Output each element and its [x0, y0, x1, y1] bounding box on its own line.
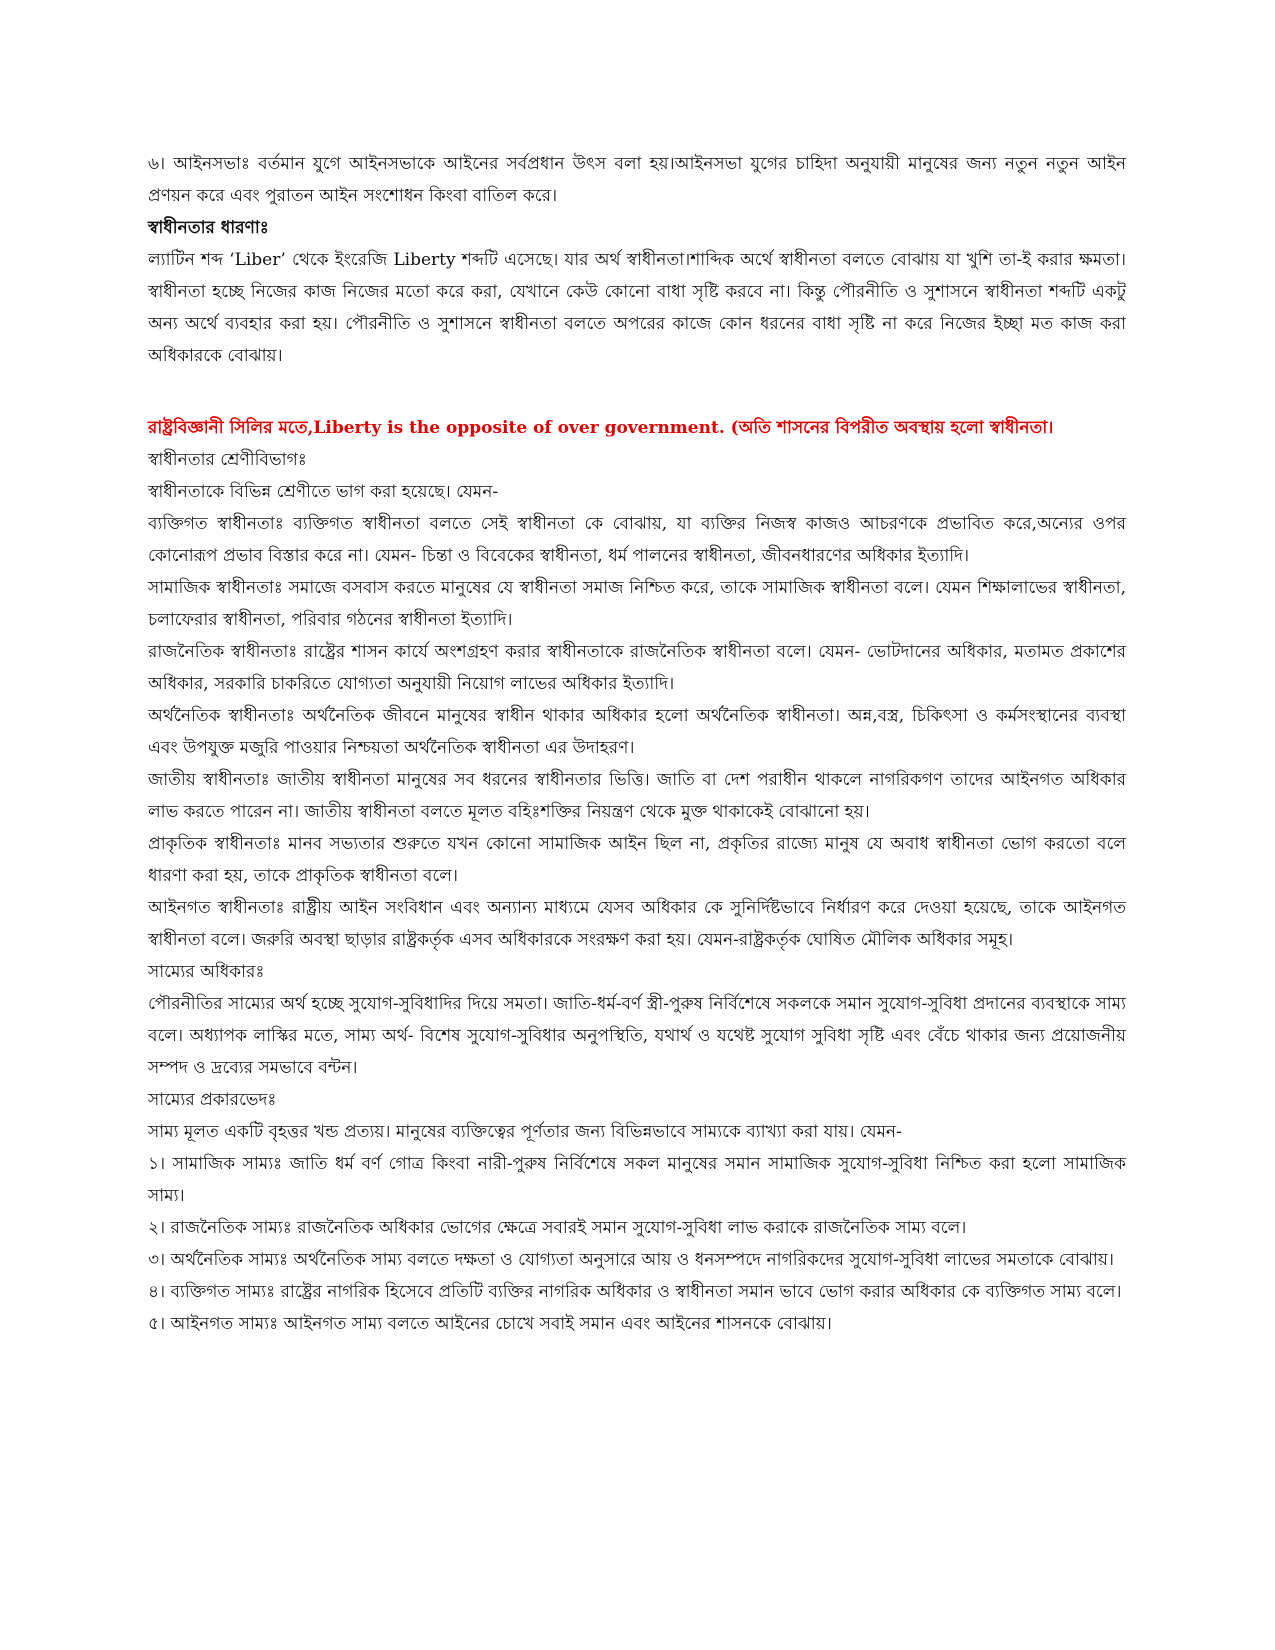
list-item-social-equality: ১। সামাজিক সাম্যঃ জাতি ধর্ম বর্ণ গোত্র কিংবা নারী-পুরুষ নির্বিশেষে সকল মানুষের সমান সামাজিক সুযোগ-সুবিধা নিশ্চিত করা হলো সামাজিক সাম্য।: [148, 1154, 1126, 1206]
heading-equality-types: সাম্যের প্রকারভেদঃ: [148, 1090, 277, 1110]
heading-liberty-classification: স্বাধীনতার শ্রেণীবিভাগঃ: [148, 450, 307, 470]
quote-seeley: রাষ্ট্রবিজ্ঞানী সিলির মতে,Liberty is the opposite of over government. (অতি শাসনের বিপরীত অবস্থায় হলো স্বাধীনতা।: [148, 418, 1054, 438]
paragraph-natural-liberty: প্রাকৃতিক স্বাধীনতাঃ মানব সভ্যতার শুরুতে যখন কোনো সামাজিক আইন ছিল না, প্রকৃতির রাজ্যে মানুষ যে অবাধ স্বাধীনতা ভোগ করতো বলে ধারণা করা হয়, তাকে প্রাকৃতিক স্বাধীনতা বলে।: [148, 834, 1126, 886]
list-item-political-equality: ২। রাজনৈতিক সাম্যঃ রাজনৈতিক অধিকার ভোগের ক্ষেত্রে সবারই সমান সুযোগ-সুবিধা লাভ করাকে রাজনৈতিক সাম্য বলে।: [148, 1218, 967, 1238]
heading-equality-right: সাম্যের অধিকারঃ: [148, 962, 265, 982]
list-item-economic-equality: ৩। অর্থনৈতিক সাম্যঃ অর্থনৈতিক সাম্য বলতে দক্ষতা ও যোগ্যতা অনুসারে আয় ও ধনসম্পদে নাগরিকদের সুযোগ-সুবিধা লাভের সমতাকে বোঝায়।: [148, 1250, 1114, 1270]
paragraph-liberty-definition: ল্যাটিন শব্দ ‘Liber’ থেকে ইংরেজি Liberty শব্দটি এসেছে। যার অর্থ স্বাধীনতা।শাব্দিক অর্থে স্বাধীনতা বলতে বোঝায় যা খুশি তা-ই করার ক্ষমতা। স্বাধীনতা হচ্ছে নিজের কাজ নিজের মতো করে করা, যেখানে কেউ কোনো বাধা সৃষ্টি করবে না। কিন্তু পৌরনীতি ও সুশাসনে স্বাধীনতা শব্দটি একটু অন্য অর্থে ব্যবহার করা হয়। পৌরনীতি ও সুশাসনে স্বাধীনতা বলতে অপরের কাজে কোন ধরনের বাধা সৃষ্টি না করে নিজের ইচ্ছা মত কাজ করা অধিকারকে বোঝায়।: [148, 250, 1126, 366]
list-item-personal-equality: ৪। ব্যক্তিগত সাম্যঃ রাষ্ট্রের নাগরিক হিসেবে প্রতিটি ব্যক্তির নাগরিক অধিকার ও স্বাধীনতা সমান ভাবে ভোগ করার অধিকার কে ব্যক্তিগত সাম্য বলে।: [148, 1282, 1122, 1302]
paragraph-national-liberty: জাতীয় স্বাধীনতাঃ জাতীয় স্বাধীনতা মানুষের সব ধরনের স্বাধীনতার ভিত্তি। জাতি বা দেশ পরাধীন থাকলে নাগরিকগণ তাদের আইনগত অধিকার লাভ করতে পারেন না। জাতীয় স্বাধীনতা বলতে মূলত বহিঃশক্তির নিয়ন্ত্রণ থেকে মুক্ত থাকাকেই বোঝানো হয়।: [148, 770, 1126, 822]
paragraph-personal-liberty: ব্যক্তিগত স্বাধীনতাঃ ব্যক্তিগত স্বাধীনতা বলতে সেই স্বাধীনতা কে বোঝায়, যা ব্যক্তির নিজস্ব কাজও আচরণকে প্রভাবিত করে,অন্যের ওপর কোনোরূপ প্রভাব বিস্তার করে না। যেমন- চিন্তা ও বিবেকের স্বাধীনতা, ধর্ম পালনের স্বাধীনতা, জীবনধারণের অধিকার ইত্যাদি।: [148, 514, 1126, 566]
paragraph-legal-liberty: আইনগত স্বাধীনতাঃ রাষ্ট্রীয় আইন সংবিধান এবং অন্যান্য মাধ্যমে যেসব অধিকার কে সুনির্দিষ্টভাবে নির্ধারণ করে দেওয়া হয়েছে, তাকে আইনগত স্বাধীনতা বলে। জরুরি অবস্থা ছাড়ার রাষ্ট্রকর্তৃক এসব অধিকারকে সংরক্ষণ করা হয়। যেমন-রাষ্ট্রকর্তৃক ঘোষিত মৌলিক অধিকার সমূহ।: [148, 898, 1126, 950]
document-page: [148, 148, 1126, 1340]
paragraph-social-liberty: সামাজিক স্বাধীনতাঃ সমাজে বসবাস করতে মানুষের যে স্বাধীনতা সমাজ নিশ্চিত করে, তাকে সামাজিক স্বাধীনতা বলে। যেমন শিক্ষালাভের স্বাধীনতা, চলাফেরার স্বাধীনতা, পরিবার গঠনের স্বাধীনতা ইত্যাদি।: [148, 578, 1126, 630]
heading-liberty-concept: স্বাধীনতার ধারণাঃ: [148, 218, 269, 238]
paragraph-political-liberty: রাজনৈতিক স্বাধীনতাঃ রাষ্ট্রের শাসন কার্যে অংশগ্রহণ করার স্বাধীনতাকে রাজনৈতিক স্বাধীনতা বলে। যেমন- ভোটদানের অধিকার, মতামত প্রকাশের অধিকার, সরকারি চাকরিতে যোগ্যতা অনুযায়ী নিয়োগ লাভের অধিকার ইত্যাদি।: [148, 642, 1126, 694]
paragraph-liberty-intro: স্বাধীনতাকে বিভিন্ন শ্রেণীতে ভাগ করা হয়েছে। যেমন-: [148, 482, 499, 502]
paragraph-legislature: ৬। আইনসভাঃ বর্তমান যুগে আইনসভাকে আইনের সর্বপ্রধান উৎস বলা হয়।আইনসভা যুগের চাহিদা অনুযায়ী মানুষের জন্য নতুন নতুন আইন প্রণয়ন করে এবং পুরাতন আইন সংশোধন কিংবা বাতিল করে।: [148, 154, 1126, 206]
list-item-legal-equality: ৫। আইনগত সাম্যঃ আইনগত সাম্য বলতে আইনের চোখে সবাই সমান এবং আইনের শাসনকে বোঝায়।: [148, 1314, 832, 1334]
paragraph-equality-definition: পৌরনীতির সাম্যের অর্থ হচ্ছে সুযোগ-সুবিধাদির দিয়ে সমতা। জাতি-ধর্ম-বর্ণ স্ত্রী-পুরুষ নির্বিশেষে সকলকে সমান সুযোগ-সুবিধা প্রদানের ব্যবস্থাকে সাম্য বলে। অধ্যাপক লাস্কির মতে, সাম্য অর্থ- বিশেষ সুযোগ-সুবিধার অনুপস্থিতি, যথার্থ ও যথেষ্ট সুযোগ সুবিধা সৃষ্টি এবং বেঁচে থাকার জন্য প্রয়োজনীয় সম্পদ ও দ্রব্যের সমভাবে বন্টন।: [148, 994, 1126, 1078]
paragraph-equality-intro: সাম্য মূলত একটি বৃহত্তর খন্ড প্রত্যয়। মানুষের ব্যক্তিত্বের পূর্ণতার জন্য বিভিন্নভাবে সাম্যকে ব্যাখ্যা করা যায়। যেমন-: [148, 1122, 902, 1142]
paragraph-economic-liberty: অর্থনৈতিক স্বাধীনতাঃ অর্থনৈতিক জীবনে মানুষের স্বাধীন থাকার অধিকার হলো অর্থনৈতিক স্বাধীনতা। অন্ন,বস্ত্র, চিকিৎসা ও কর্মসংস্থানের ব্যবস্থা এবং উপযুক্ত মজুরি পাওয়ার নিশ্চয়তা অর্থনৈতিক স্বাধীনতা এর উদাহরণ।: [148, 706, 1126, 758]
